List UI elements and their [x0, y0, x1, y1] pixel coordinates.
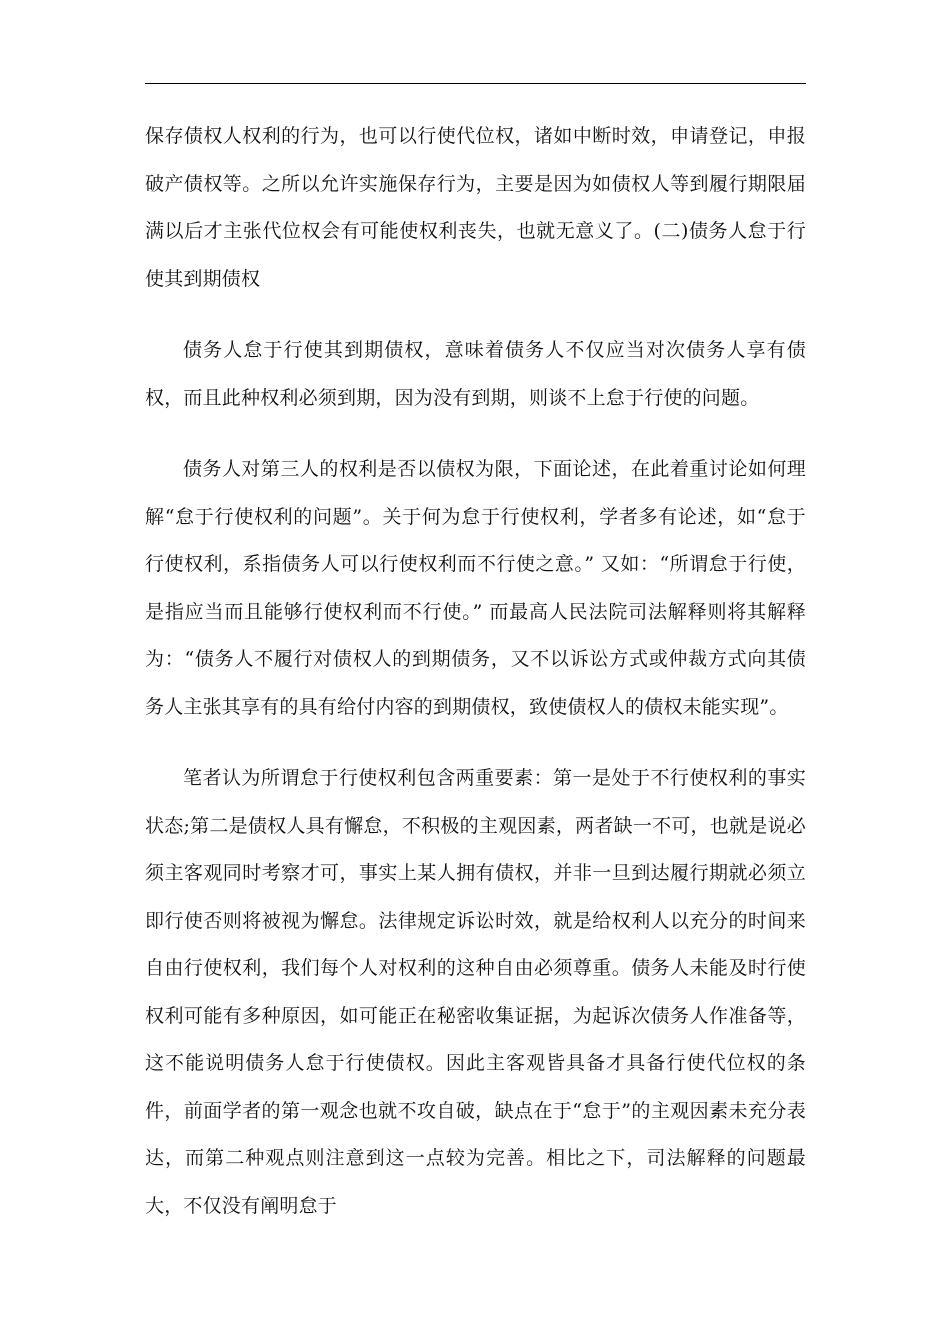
paragraph-2: 债务人怠于行使其到期债权，意味着债务人不仅应当对次债务人享有债权，而且此种权利必须到期，因为没有到期，则谈不上怠于行使的问题。: [145, 339, 806, 409]
document-body: [145, 113, 806, 1230]
paragraph-3: 债务人对第三人的权利是否以债权为限，下面论述，在此着重讨论如何理解“怠于行使权利的问题”。关于何为怠于行使权利，学者多有论述，如“怠于行使权利，系指债务人可以行使权利而不行使之意。” 又如：“所谓怠于行使，是指应当而且能够行使权利而不行使。” 而最高人民法院司法解释则将其解释为：“债务人不履行对债权人的到期债务，又不以诉讼方式或仲裁方式向其债务人主张其享有的具有给付内容的到期债权，致使债权人的债权未能实现”。: [145, 458, 806, 718]
paragraph-1: 保存债权人权利的行为，也可以行使代位权，诸如中断时效，申请登记，申报破产债权等。之所以允许实施保存行为，主要是因为如债权人等到履行期限届满以后才主张代位权会有可能使权利丧失，也就无意义了。(二)债务人怠于行使其到期债权: [145, 125, 806, 290]
paragraph-4: 笔者认为所谓怠于行使权利包含两重要素：第一是处于不行使权利的事实状态;第二是债权人具有懈怠，不积极的主观因素，两者缺一不可，也就是说必须主客观同时考察才可，事实上某人拥有债权，并非一旦到达履行期就必须立即行使否则将被视为懈怠。法律规定诉讼时效，就是给权利人以充分的时间来自由行使权利，我们每个人对权利的这种自由必须尊重。债务人未能及时行使权利可能有多种原因，如可能正在秘密收集证据，为起诉次债务人作准备等，这不能说明债务人怠于行使债权。因此主客观皆具备才具备行使代位权的条件，前面学者的第一观念也就不攻自破，缺点在于“怠于”的主观因素未充分表达，而第二种观点则注意到这一点较为完善。相比之下，司法解释的问题最大，不仅没有阐明怠于: [145, 767, 806, 1217]
header-rule: [145, 83, 806, 84]
